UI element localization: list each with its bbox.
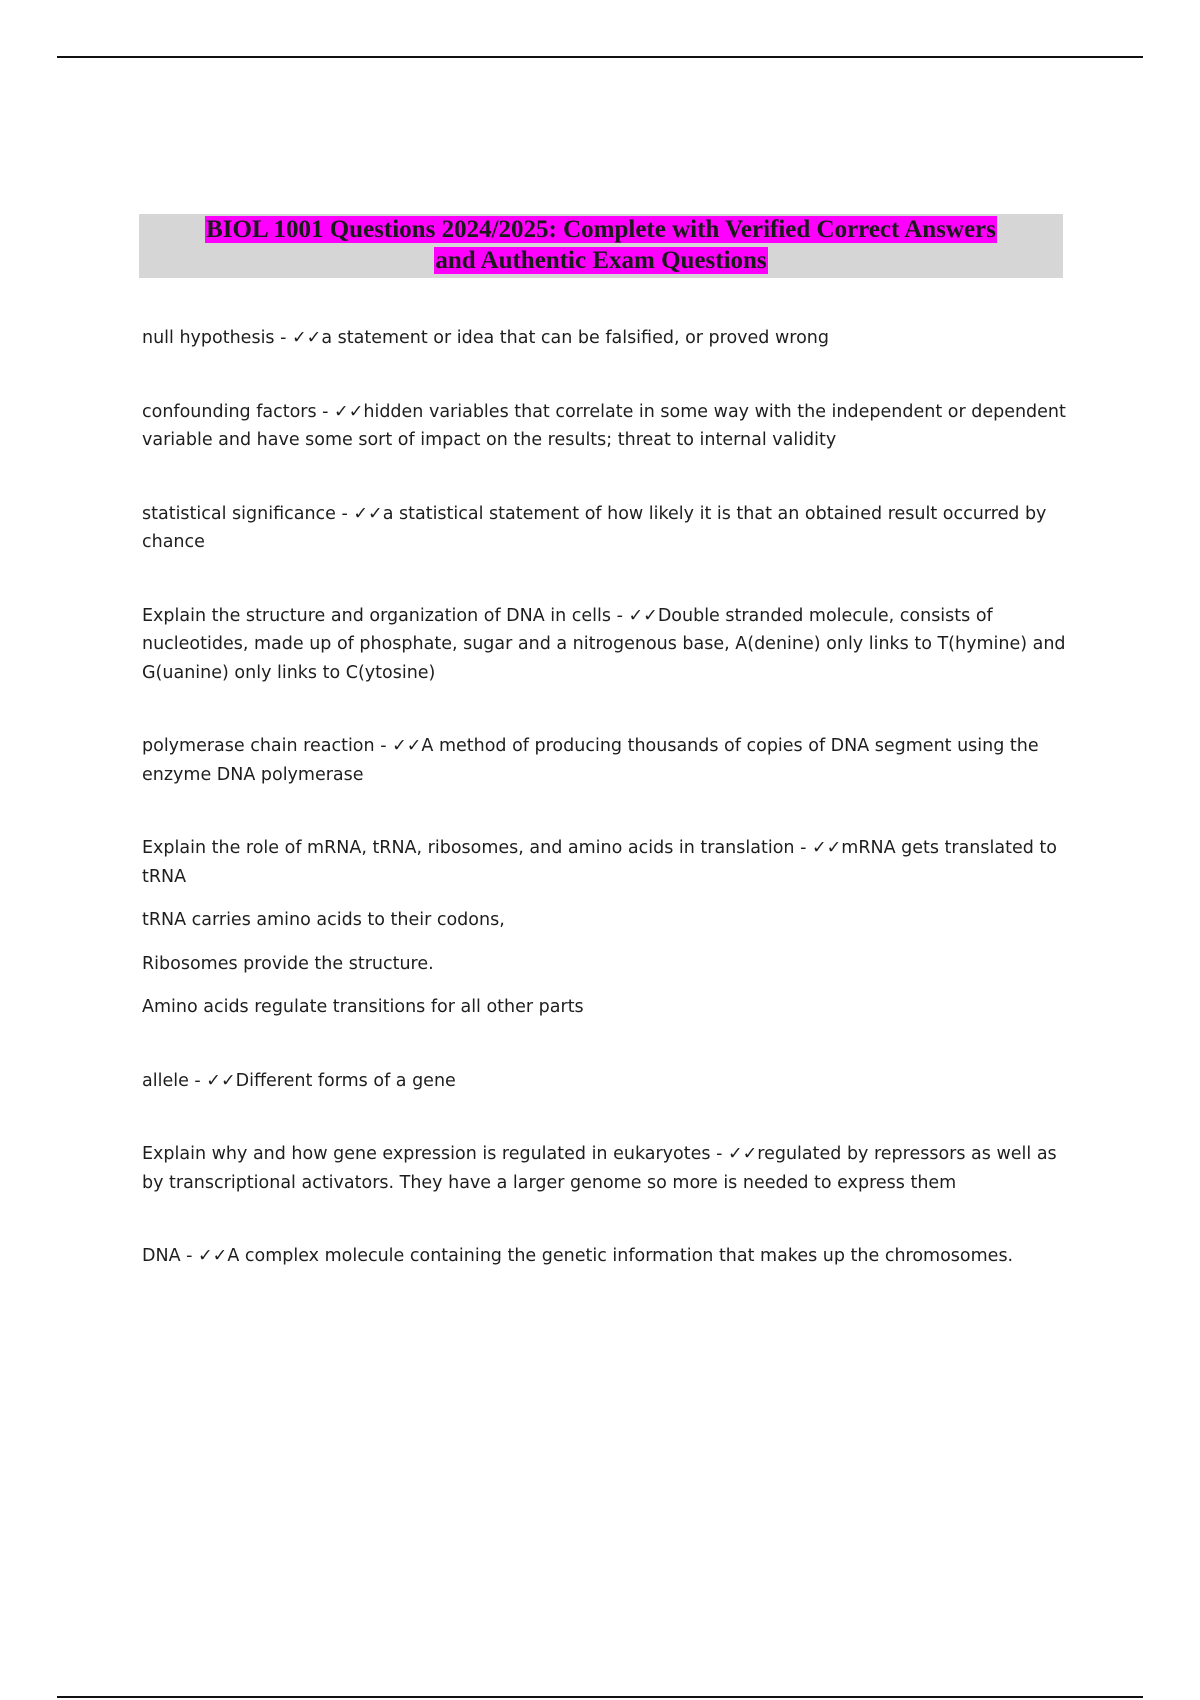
qa-answer: mRNA gets translated to tRNA bbox=[142, 838, 1057, 887]
qa-answer-line: tRNA carries amino acids to their codons, bbox=[142, 910, 505, 930]
qa-list bbox=[142, 324, 1072, 1271]
qa-answer-line: Amino acids regulate transitions for all other parts bbox=[142, 997, 584, 1017]
qa-answer: a statistical statement of how likely it is that an obtained result occurred by chance bbox=[142, 503, 1047, 552]
title-line-1: BIOL 1001 Questions 2024/2025: Complete with Verified Correct Answers bbox=[206, 216, 996, 243]
qa-entry bbox=[142, 834, 1072, 1022]
qa-entry bbox=[142, 1242, 1072, 1271]
check-mark-icon: - ✓✓ bbox=[335, 503, 383, 524]
qa-entry bbox=[142, 1140, 1072, 1197]
qa-entry bbox=[142, 500, 1072, 557]
qa-entry bbox=[142, 602, 1072, 688]
qa-answer: regulated by repressors as well as by transcriptional activators. They have a larger genome so more is needed to express them bbox=[142, 1144, 1057, 1193]
qa-answer: A method of producing thousands of copies of DNA segment using the enzyme DNA polymerase bbox=[142, 736, 1039, 785]
qa-term: Explain the structure and organization of DNA in cells bbox=[142, 605, 612, 626]
qa-term: Explain the role of mRNA, tRNA, ribosomes, and amino acids in translation bbox=[142, 838, 795, 858]
qa-term: statistical significance bbox=[142, 503, 336, 524]
top-rule bbox=[57, 56, 1143, 58]
check-mark-icon: - ✓✓ bbox=[180, 1246, 228, 1266]
qa-answer: Double stranded molecule, consists of nucleotides, made up of phosphate, sugar and a nitrogenous base, A(denine) only links to T(hymine) and G(uanine) only links to C(ytosine) bbox=[142, 605, 1066, 683]
qa-answer: A complex molecule containing the genetic information that makes up the chromosomes. bbox=[227, 1246, 1014, 1266]
qa-term: Explain why and how gene expression is regulated in eukaryotes bbox=[142, 1144, 711, 1164]
qa-term: null hypothesis bbox=[142, 328, 275, 348]
qa-answer: Different forms of a gene bbox=[235, 1070, 456, 1091]
check-mark-icon: - ✓✓ bbox=[188, 1070, 236, 1091]
qa-term: polymerase chain reaction bbox=[142, 736, 375, 756]
document-title bbox=[139, 214, 1063, 278]
qa-term: confounding factors bbox=[142, 401, 317, 422]
qa-answer: a statement or idea that can be falsified, or proved wrong bbox=[321, 328, 829, 348]
check-mark-icon: - ✓✓ bbox=[374, 736, 422, 756]
qa-answer-line: Ribosomes provide the structure. bbox=[142, 953, 434, 974]
qa-term: DNA bbox=[142, 1246, 181, 1266]
check-mark-icon: - ✓✓ bbox=[274, 328, 322, 348]
check-mark-icon: - ✓✓ bbox=[611, 605, 658, 626]
bottom-rule bbox=[57, 1696, 1143, 1698]
title-line-2: and Authentic Exam Questions bbox=[435, 247, 767, 274]
qa-entry bbox=[142, 732, 1072, 789]
check-mark-icon: - ✓✓ bbox=[316, 401, 364, 422]
check-mark-icon: - ✓✓ bbox=[794, 838, 842, 858]
qa-entry bbox=[142, 324, 1072, 353]
qa-answer: hidden variables that correlate in some way with the independent or dependent variable and have some sort of impact on the results; threat to internal validity bbox=[142, 401, 1066, 450]
check-mark-icon: - ✓✓ bbox=[710, 1144, 758, 1164]
qa-term: allele bbox=[142, 1070, 189, 1091]
qa-entry bbox=[142, 398, 1072, 455]
qa-entry bbox=[142, 1067, 1072, 1096]
